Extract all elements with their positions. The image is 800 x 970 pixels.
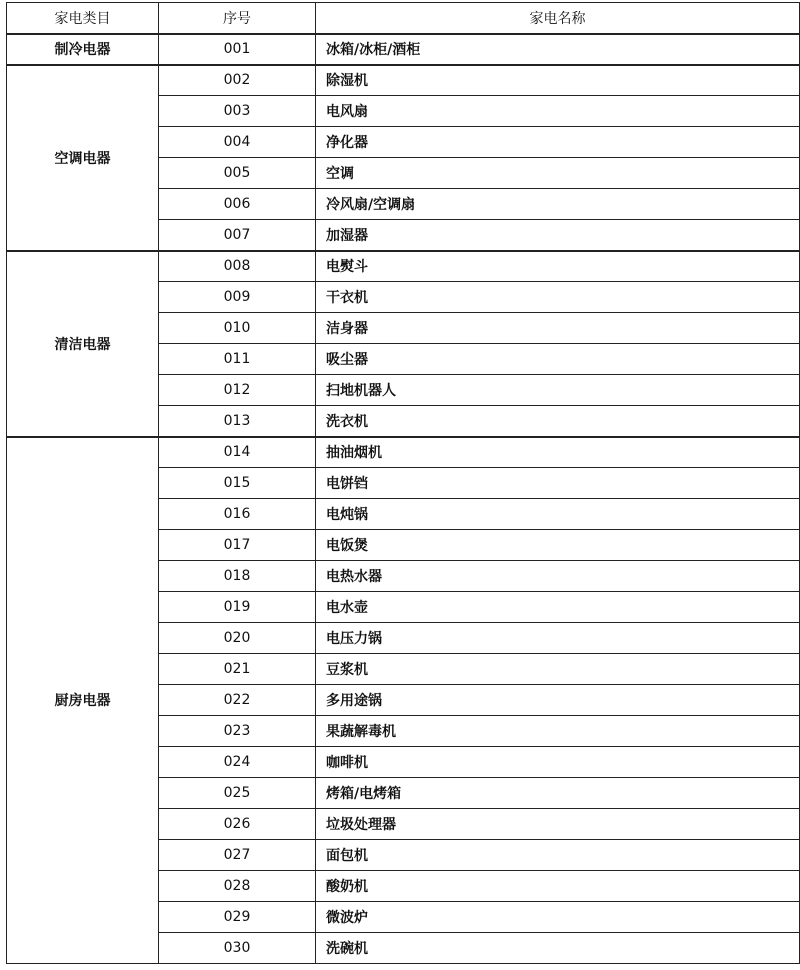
number-cell: 005 (159, 158, 316, 189)
number-cell: 008 (159, 251, 316, 282)
appliance-name-cell: 干衣机 (316, 282, 800, 313)
appliance-name-cell: 电炖锅 (316, 499, 800, 530)
number-cell: 006 (159, 189, 316, 220)
number-cell: 019 (159, 592, 316, 623)
number-cell: 028 (159, 871, 316, 902)
appliance-name-cell: 洗碗机 (316, 933, 800, 964)
appliance-name-cell: 净化器 (316, 127, 800, 158)
appliance-name-cell: 烤箱/电烤箱 (316, 778, 800, 809)
number-cell: 013 (159, 406, 316, 437)
number-cell: 003 (159, 96, 316, 127)
table-body (7, 34, 800, 964)
appliance-name-cell: 咖啡机 (316, 747, 800, 778)
number-cell: 009 (159, 282, 316, 313)
appliance-name-cell: 电水壶 (316, 592, 800, 623)
number-cell: 010 (159, 313, 316, 344)
header-row (7, 3, 800, 34)
number-cell: 027 (159, 840, 316, 871)
category-cell: 空调电器 (7, 65, 159, 251)
number-cell: 018 (159, 561, 316, 592)
header-number: 序号 (159, 3, 316, 34)
number-cell: 020 (159, 623, 316, 654)
number-cell: 004 (159, 127, 316, 158)
number-cell: 026 (159, 809, 316, 840)
appliance-name-cell: 洁身器 (316, 313, 800, 344)
number-cell: 002 (159, 65, 316, 96)
number-cell: 007 (159, 220, 316, 251)
appliance-name-cell: 电饭煲 (316, 530, 800, 561)
appliance-table (6, 2, 800, 964)
number-cell: 030 (159, 933, 316, 964)
appliance-name-cell: 豆浆机 (316, 654, 800, 685)
appliance-name-cell: 加湿器 (316, 220, 800, 251)
appliance-name-cell: 洗衣机 (316, 406, 800, 437)
number-cell: 012 (159, 375, 316, 406)
number-cell: 029 (159, 902, 316, 933)
appliance-name-cell: 酸奶机 (316, 871, 800, 902)
appliance-name-cell: 多用途锅 (316, 685, 800, 716)
appliance-name-cell: 果蔬解毒机 (316, 716, 800, 747)
appliance-name-cell: 面包机 (316, 840, 800, 871)
number-cell: 017 (159, 530, 316, 561)
header-category: 家电类目 (7, 3, 159, 34)
number-cell: 024 (159, 747, 316, 778)
appliance-name-cell: 空调 (316, 158, 800, 189)
appliance-name-cell: 电热水器 (316, 561, 800, 592)
category-cell: 制冷电器 (7, 34, 159, 65)
appliance-name-cell: 抽油烟机 (316, 437, 800, 468)
appliance-name-cell: 电风扇 (316, 96, 800, 127)
number-cell: 015 (159, 468, 316, 499)
number-cell: 025 (159, 778, 316, 809)
appliance-name-cell: 冷风扇/空调扇 (316, 189, 800, 220)
number-cell: 014 (159, 437, 316, 468)
number-cell: 016 (159, 499, 316, 530)
category-cell: 厨房电器 (7, 437, 159, 964)
table-row (7, 65, 800, 96)
number-cell: 022 (159, 685, 316, 716)
number-cell: 011 (159, 344, 316, 375)
header-appliance-name: 家电名称 (316, 3, 800, 34)
table-row (7, 34, 800, 65)
number-cell: 021 (159, 654, 316, 685)
table-row (7, 437, 800, 468)
table-row (7, 251, 800, 282)
appliance-name-cell: 电压力锅 (316, 623, 800, 654)
appliance-name-cell: 电熨斗 (316, 251, 800, 282)
appliance-name-cell: 冰箱/冰柜/酒柜 (316, 34, 800, 65)
appliance-name-cell: 吸尘器 (316, 344, 800, 375)
appliance-name-cell: 除湿机 (316, 65, 800, 96)
appliance-name-cell: 垃圾处理器 (316, 809, 800, 840)
category-cell: 清洁电器 (7, 251, 159, 437)
appliance-name-cell: 电饼铛 (316, 468, 800, 499)
appliance-name-cell: 扫地机器人 (316, 375, 800, 406)
number-cell: 023 (159, 716, 316, 747)
appliance-name-cell: 微波炉 (316, 902, 800, 933)
number-cell: 001 (159, 34, 316, 65)
